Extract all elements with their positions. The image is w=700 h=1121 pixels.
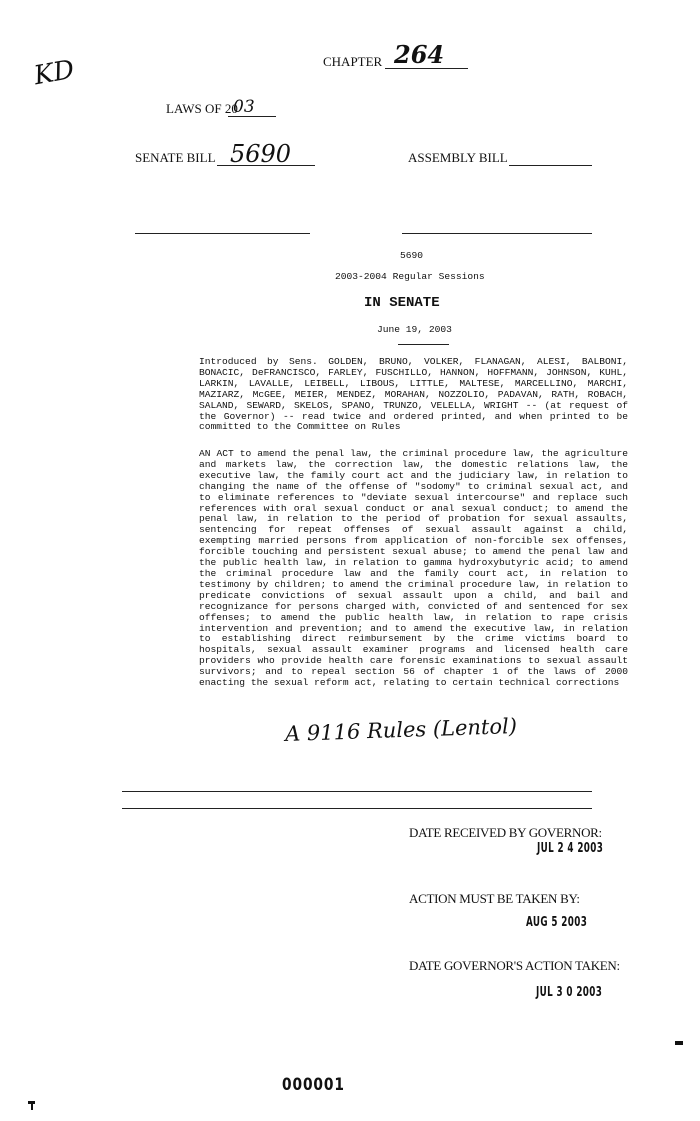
signature-line-left bbox=[135, 233, 310, 234]
senate-bill-label: SENATE BILL bbox=[135, 150, 216, 165]
scan-mark-left-stem bbox=[31, 1103, 33, 1110]
session: 2003-2004 Regular Sessions bbox=[335, 271, 485, 282]
scan-mark-right bbox=[675, 1041, 683, 1045]
rule-lower bbox=[122, 808, 592, 809]
laws-label: LAWS OF 20 bbox=[166, 101, 238, 116]
action-by-date: AUG 5 2003 bbox=[526, 915, 588, 930]
laws-year: 03 bbox=[233, 97, 255, 117]
page-number: 000001 bbox=[282, 1075, 345, 1095]
senate-bill-number: 5690 bbox=[230, 140, 292, 168]
action-taken-date: JUL 3 0 2003 bbox=[536, 985, 603, 1000]
handwritten-note: A 9116 Rules (Lentol) bbox=[284, 713, 518, 747]
introduced-paragraph: Introduced by Sens. GOLDEN, BRUNO, VOLKER, FLANAGAN, ALESI, BALBONI, BONACIC, DeFRANCISCO, FARLEY, FUSCHILLO, HANNON, HOFFMANN, JOHNSON, KUHL, LARKIN, LAVALLE, LEIBELL, LIBOUS, LITTLE, MALTESE, MARCELLINO, MARCHI, MAZIARZ, McGEE, MEIER, MENDEZ, MORAHAN, NOZZOLIO, PADAVAN, RATH, ROBACH, SALAND, SEWARD, SKELOS, SPANO, TRUNZO, VELELLA, WRIGHT -- (at request of the Governor) -- read twice and ordered printed, and when printed to be committed to the Committee on Rules bbox=[199, 356, 628, 433]
act-paragraph: AN ACT to amend the penal law, the criminal procedure law, the agriculture and markets law, the correction law, the domestic relations law, the executive law, the family court act and the judiciary law, in relation to changing the name of the offense of "sodomy" to criminal sexual act, and to eliminate references to "deviate sexual intercourse" and replace such references with oral sexual conduct or anal sexual conduct; to amend the penal law, in relation to the period of probation for sexual assaults, sentencing for repeat offenses of sexual assault against a child, exempting married persons from application of non-forcible sex offenses, forcible touching and persistent sexual abuse; to amend the penal law and the public health law, in relation to gamma hydroxybutyric acid; to amend the criminal procedure law and the family court act, in relation to testimony by children; to amend the criminal procedure law, in relation to predicate convictions of sexual assault upon a child, and bail and recognizance for persons charged with, convicted of and sentenced for sex offenses; to amend the public health law, in relation to rape crisis intervention and prevention; and to amend the executive law, in relation to establishing direct reimbursement by the crime victims board to hospitals, sexual assault examiner programs and licensed health care providers who provide health care forensic examinations to sexual assault survivors; and to repeal section 56 of chapter 1 of the laws of 2000 enacting the sexual reform act, relating to certain technical corrections bbox=[199, 448, 628, 689]
date-rule bbox=[398, 344, 449, 345]
action-by-label: ACTION MUST BE TAKEN BY: bbox=[409, 891, 580, 906]
chapter-number: 264 bbox=[394, 40, 445, 69]
assembly-bill-underline bbox=[509, 165, 592, 166]
chapter-label: CHAPTER bbox=[323, 54, 383, 69]
assembly-bill-label: ASSEMBLY BILL bbox=[408, 150, 508, 165]
bill-number: 5690 bbox=[400, 250, 424, 261]
action-taken-label: DATE GOVERNOR'S ACTION TAKEN: bbox=[409, 958, 620, 973]
rule-upper bbox=[122, 791, 592, 792]
handwritten-initials: KD bbox=[31, 54, 77, 92]
house: IN SENATE bbox=[364, 295, 440, 311]
signature-line-right bbox=[402, 233, 592, 234]
received-label: DATE RECEIVED BY GOVERNOR: bbox=[409, 825, 602, 840]
received-date: JUL 2 4 2003 bbox=[537, 841, 604, 856]
bill-date: June 19, 2003 bbox=[377, 324, 452, 335]
